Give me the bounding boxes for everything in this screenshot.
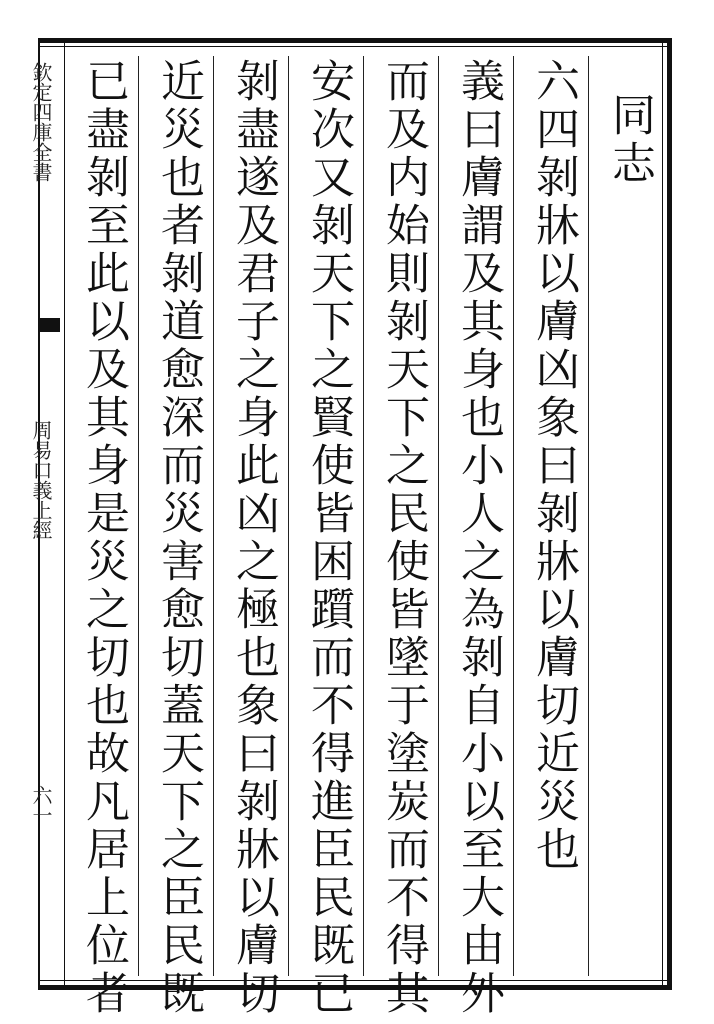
border-inner-top [38, 46, 672, 47]
column-rule [438, 56, 439, 976]
column-rule [363, 56, 364, 976]
text-column-2: 六四剝牀以膚凶象曰剝牀以膚切近災也 [528, 58, 579, 874]
border-inner-bottom [38, 980, 672, 981]
column-rule [513, 56, 514, 976]
text-column-1: 同志 [604, 92, 655, 188]
column-rule [213, 56, 214, 976]
border-inner-right [662, 38, 663, 990]
text-column-6: 剝盡遂及君子之身此凶之極也象曰剝牀以膚切 [228, 58, 279, 1018]
column-rule [138, 56, 139, 976]
fish-tail-mark [40, 318, 60, 332]
book-title: 周易口義上經 [29, 420, 53, 540]
text-column-3: 義曰膚謂及其身也小人之為剝自小以至大由外 [453, 58, 504, 1018]
column-rule [288, 56, 289, 976]
text-column-4: 而及内始則剝天下之民使皆墜于塗炭而不得其 [378, 58, 429, 1018]
page-number: 六一 [29, 785, 53, 825]
column-rule [588, 56, 589, 976]
text-column-5: 安次又剝天下之賢使皆困躓而不得進臣民既已 [303, 58, 354, 1018]
collection-title: 欽定四庫全書 [29, 62, 53, 182]
text-column-8: 已盡剝至此以及其身是災之切也故凡居上位者 [78, 58, 129, 1018]
text-column-7: 近災也者剝道愈深而災害愈切蓋天下之臣民既 [153, 58, 204, 1018]
margin-divider [64, 38, 65, 990]
